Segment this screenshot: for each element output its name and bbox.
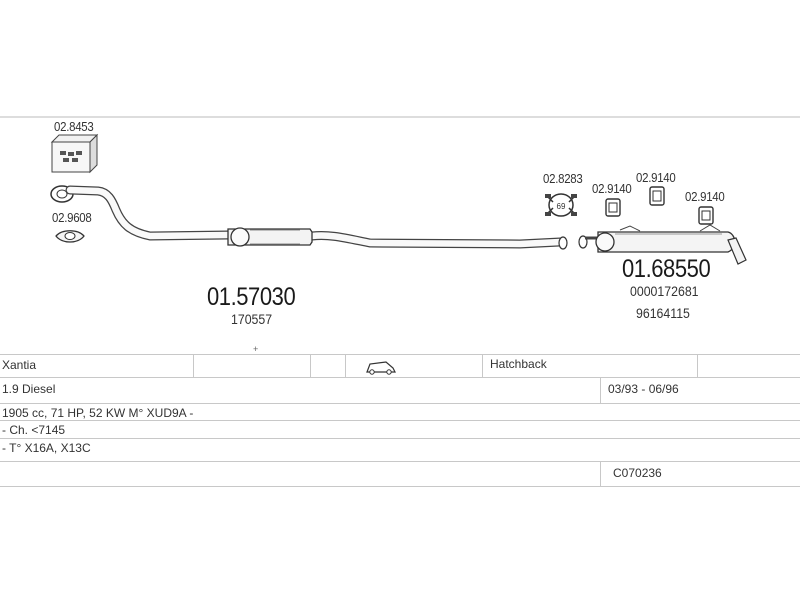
vehicle-model: Xantia [2,358,37,372]
table-divider [0,403,800,404]
vehicle-chassis: - Ch. <7145 [2,423,66,437]
rubber-mount-icon [650,187,664,205]
table-divider [0,420,800,421]
table-divider [0,377,800,378]
car-hatchback-icon [367,362,395,374]
part-number-rubber-mount-1: 02.9140 [592,181,632,196]
part-number-rear-silencer: 01.68550 [622,255,711,283]
oe-number-rear-silencer-2: 96164115 [636,305,690,321]
middle-pipe-icon [70,190,567,249]
vehicle-spec: 1905 cc, 71 HP, 52 KW M° XUD9A - [2,406,194,420]
oe-number-rear-silencer-1: 0000172681 [630,283,699,299]
svg-text:+: + [253,344,259,354]
gasket-icon [56,231,84,242]
clamp-value: 69 [556,202,566,211]
part-number-middle-pipe: 01.57030 [207,283,296,311]
vehicle-years: 03/93 - 06/96 [608,382,679,396]
table-divider [0,461,800,462]
vehicle-type: - T° X16A, X13C [2,441,91,455]
vehicle-engine: 1.9 Diesel [2,382,56,396]
table-divider [0,354,800,355]
clamp-icon [545,194,577,216]
rubber-mount-icon [699,207,713,224]
rubber-mount-icon [606,199,620,216]
part-number-clamp: 02.8283 [543,171,583,186]
part-number-mounting-kit: 02.8453 [54,119,94,134]
vehicle-code: C070236 [613,466,662,480]
oe-number-middle-pipe: 170557 [231,311,273,327]
mounting-kit-box-icon [52,135,97,172]
part-number-gasket: 02.9608 [52,210,92,225]
part-number-rubber-mount-2: 02.9140 [636,170,676,185]
table-divider [0,438,800,439]
part-number-rubber-mount-3: 02.9140 [685,189,725,204]
vehicle-body-type: Hatchback [490,357,547,371]
table-divider [0,486,800,487]
